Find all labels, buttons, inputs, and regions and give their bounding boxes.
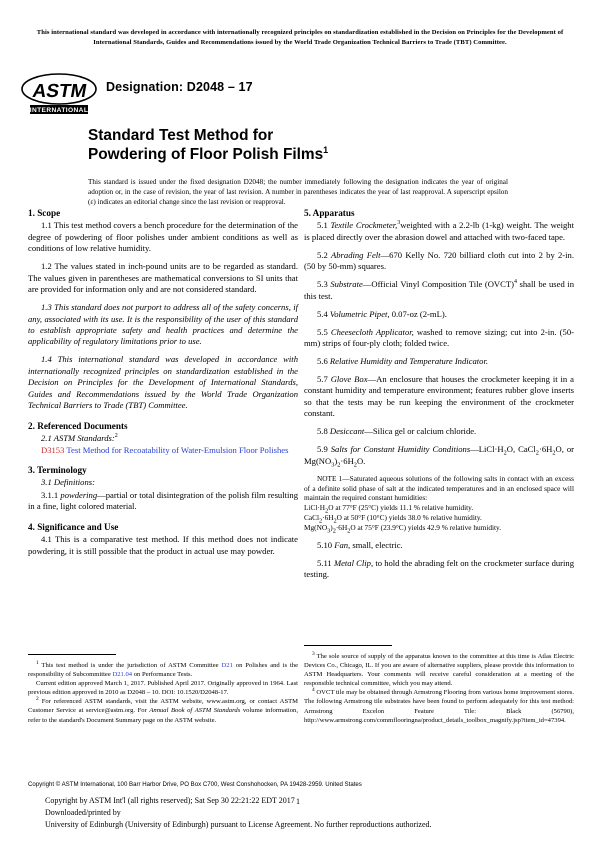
tbt-notice: This international standard was developed in accordance with internationally recognized principles on standardization established in the Decision on Principles for the Development of International Standards, Guides and Recommendations issued by the World Trade Organization Technical Barriers to Trade (TBT) Committee. xyxy=(36,29,564,46)
heading-terminology: 3. Terminology xyxy=(28,465,87,476)
note-1-line-3: $Mg(NO_3)_2\cdot 6H_2O$ at 75°F (23.9°C) yields 42.9 % relative humidity. xyxy=(304,523,502,535)
download-line-2: Downloaded/printed by xyxy=(45,808,121,818)
footnotes-right xyxy=(304,645,574,725)
para-5-9-number: 5.9 xyxy=(317,444,328,455)
para-3-1-1-definition: —partial or total disintegration of the polish film resulting in a fine, light colored material. xyxy=(28,489,298,512)
para-2-1-text: 2.1 ASTM Standards: xyxy=(41,433,115,444)
para-3-1 xyxy=(28,477,298,488)
note-1-body: —Saturated aqueous solutions of the following salts in contact with an excess of a definite solid phase of salt at the indicated temperatures and in an enclosed space will maintain the required constant humidities: xyxy=(304,473,574,503)
para-5-2 xyxy=(304,250,574,273)
page-number: 1 xyxy=(296,797,300,806)
para-5-3-footnote-marker: 4 xyxy=(513,279,517,286)
download-info xyxy=(45,795,432,832)
para-1-3 xyxy=(28,302,298,348)
para-5-3-tail: shall be used in this test. xyxy=(304,279,574,301)
para-1-1-text: 1.1 This test method covers a bench procedure for the determination of the degree of powdering of floor polishes under ambient conditions as well as conditions of low relative humidity. xyxy=(28,220,298,254)
svg-text:INTERNATIONAL: INTERNATIONAL xyxy=(29,107,89,115)
copyright-line: Copyright © ASTM International, 100 Barr Harbor Drive, PO Box C700, West Conshohocken, PA 19428-2959. United States xyxy=(28,781,362,788)
para-1-4 xyxy=(28,354,298,411)
download-line-3: University of Edinburgh (University of Edinburgh) pursuant to License Agreement. No further reproductions authorized. xyxy=(45,820,432,830)
subcommittee-d21-04-link[interactable]: D21.04 xyxy=(112,671,133,679)
para-1-1 xyxy=(28,220,298,254)
astm-logo-icon xyxy=(20,72,98,118)
footnote-3-text: The sole source of supply of the apparatus known to the committee at this time is Atlas Electric Devices Co., Chicago, IL. If you are aware of alternative suppliers, please provide this information to ASTM Headquarters. Your comments will receive careful consideration at a meeting of the responsible technical committee, which you may attend. xyxy=(304,653,575,688)
para-5-5-term: Cheesecloth Applicator, xyxy=(330,326,414,337)
para-5-10 xyxy=(304,540,574,551)
para-3-1-1 xyxy=(28,490,298,513)
para-5-8-term: Desiccant xyxy=(329,426,365,437)
footnote-2-part-1: For referenced ASTM standards, visit the ASTM website, www.astm.org, or contact ASTM Customer Service at service@astm.org. For xyxy=(28,698,299,715)
para-5-3-text: —Official Vinyl Composition Tile (OVCT) xyxy=(362,279,514,290)
reference-title-link[interactable]: Test Method for Recoatability of Water-Emulsion Floor Polishes xyxy=(66,444,289,455)
para-5-4-number: 5.4 xyxy=(317,308,328,319)
para-4-1-text: 4.1 This is a comparative test method. If this method does not indicate powdering, it is still possible that the product in actual use may powder. xyxy=(28,534,298,556)
note-1-line-1: $LiCl\cdot H_2O$ at 77°F (25°C) yields 11.1 % relative humidity. xyxy=(304,503,474,515)
note-1-line-2: $CaCl_2\cdot 6H_2O$ at 50°F (10°C) yields 38.0 % relative humidity. xyxy=(304,513,482,525)
note-1-humidity-list xyxy=(304,503,574,533)
para-5-7-text: —An enclosure that houses the crockmeter keeping it in a constant humidity and temperature environment; features rubber glove inserts so that the tests may be run keeping the environment of the crockmeter constant. xyxy=(304,373,574,419)
para-3-1-text: 3.1 Definitions: xyxy=(41,477,95,488)
para-1-4-text: 1.4 This international standard was developed in accordance with internationally recognized principles on standardization established in the Decision on Principles for the Development of International Standards, Guides and Recommendations issued by the World Trade Organization Technical Barriers to Trade (TBT) Committee. xyxy=(28,354,298,411)
para-5-6-number: 5.6 xyxy=(317,355,328,366)
footnote-1-part-2: on Polishes and is the responsibility of Subcommittee xyxy=(28,662,298,679)
para-5-3 xyxy=(304,279,574,302)
footnote-2-marker: 2 xyxy=(36,696,39,703)
para-2-1 xyxy=(28,433,298,444)
footnote-2-italic: Annual Book of ASTM Standards xyxy=(149,707,241,715)
reference-entry[interactable] xyxy=(28,445,298,456)
para-4-1 xyxy=(28,534,298,557)
reference-designation-link[interactable]: D3153 xyxy=(41,444,65,455)
footnote-4 xyxy=(304,688,574,724)
note-1 xyxy=(304,474,574,504)
para-5-2-term: Abrading Felt xyxy=(331,249,381,260)
para-2-1-footnote-marker: 2 xyxy=(114,433,118,440)
footnote-4-text: OVCT tile may be obtained through Armstrong Flooring from various home improvement stores. The following Armstrong tile substrates have been found to perform adequately for this test method: Armstrong Excelon Feature Tile: Black (56790), http://www.armstrong.com/commflooringna/product_details_toolbox_magnify.jsp?item_id=47394. xyxy=(304,689,574,724)
para-5-11-number: 5.11 xyxy=(317,558,332,568)
para-3-1-1-number: 3.1.1 xyxy=(41,489,59,500)
para-5-7-number: 5.7 xyxy=(317,373,328,384)
para-5-5-number: 5.5 xyxy=(317,326,328,337)
para-5-10-number: 5.10 xyxy=(317,540,333,551)
title-footnote-marker: 1 xyxy=(323,144,329,155)
committee-d21-link[interactable]: D21 xyxy=(221,662,233,669)
para-5-5 xyxy=(304,327,574,350)
para-5-3-number: 5.3 xyxy=(317,279,328,290)
issue-note: This standard is issued under the fixed designation D2048; the number immediately following the designation indicates the year of original adoption or, in the case of revision, the year of last revision. A number in parentheses indicates the year of last reapproval. A superscript epsilon (ε) indicates an editorial change since the last revision or reapproval. xyxy=(88,178,508,207)
title-line-2: Powdering of Floor Polish Films xyxy=(88,146,324,163)
para-1-2-text: 1.2 The values stated in inch-pound units are to be regarded as standard. The values given in parentheses are mathematical conversions to SI units that are provided for information only and are not considered standard. xyxy=(28,261,298,295)
para-5-10-text: small, electric. xyxy=(350,540,403,551)
para-5-11 xyxy=(304,558,574,581)
para-5-4 xyxy=(304,309,574,320)
para-5-8 xyxy=(304,426,574,437)
para-5-6-term: Relative Humidity and Temperature Indicator. xyxy=(329,355,488,366)
para-5-7-term: Glove Box xyxy=(330,373,368,384)
masthead xyxy=(20,72,580,118)
para-5-2-text: —670 Kelly No. 720 billiard cloth cut into 2 by 2-in. (50 by 50-mm) squares. xyxy=(304,249,574,272)
para-5-1-number: 5.1 xyxy=(317,220,328,231)
footnote-2-part-2: volume information, refer to the standard's Document Summary page on the ASTM website. xyxy=(28,707,298,724)
footnote-rule xyxy=(28,654,116,655)
footnote-1-part-3: on Performance Tests. xyxy=(132,671,193,679)
para-5-8-text: —Silica gel or calcium chloride. xyxy=(364,426,477,437)
para-5-6 xyxy=(304,356,574,367)
heading-scope: 1. Scope xyxy=(28,208,61,218)
left-column xyxy=(28,207,298,557)
para-3-1-1-term: powdering xyxy=(60,489,98,500)
heading-significance-and-use: 4. Significance and Use xyxy=(28,521,119,532)
para-5-1-text: weighted with a 2.2-lb (1-kg) weight. The weight is placed directly over the abrasion dowel and attached with two-faced tape. xyxy=(304,220,574,242)
note-1-label: NOTE 1 xyxy=(317,473,343,483)
para-5-10-term: Fan, xyxy=(334,540,351,551)
footnote-3 xyxy=(304,652,574,688)
footnote-1-edition: Current edition approved March 1, 2017. Published April 2017. Originally approved in 1964. Last previous edition approved in 2010 as D2048 – 10. DOI: 10.1520/D2048-17. xyxy=(28,680,298,697)
para-5-8-number: 5.8 xyxy=(317,426,328,437)
footnote-3-marker: 3 xyxy=(312,650,315,657)
title-line-1: Standard Test Method for xyxy=(88,127,274,144)
footnote-rule xyxy=(304,645,392,646)
para-5-1 xyxy=(304,220,574,243)
heading-referenced-documents: 2. Referenced Documents xyxy=(28,420,128,431)
para-5-5-text: washed to remove sizing; cut into 2-in. (50-mm) strips of four-ply cloth; folded twice. xyxy=(304,326,575,349)
para-5-1-footnote-marker: 3 xyxy=(397,220,401,227)
svg-text:ASTM: ASTM xyxy=(30,81,89,102)
para-5-1-term: Textile Crockmeter, xyxy=(330,220,398,231)
designation-label: Designation: D2048 – 17 xyxy=(106,80,253,94)
footnote-2 xyxy=(28,697,298,724)
right-column xyxy=(304,207,574,581)
para-5-4-text: 0.07-oz (2-mL). xyxy=(389,308,447,319)
heading-apparatus: 5. Apparatus xyxy=(304,208,355,218)
footnote-1-marker: 1 xyxy=(36,659,39,666)
para-5-7 xyxy=(304,374,574,420)
para-1-2 xyxy=(28,261,298,295)
para-5-11-text: to hold the abrading felt on the crockmeter surface during testing. xyxy=(304,558,575,580)
footnote-1-part-1: This test method is under the jurisdiction of ASTM Committee xyxy=(41,662,222,669)
footnotes-left xyxy=(28,654,298,725)
para-5-2-number: 5.2 xyxy=(317,249,328,260)
page-title xyxy=(88,126,518,164)
footnote-4-marker: 4 xyxy=(312,687,315,694)
para-5-3-term: Substrate xyxy=(330,279,363,290)
para-5-9 xyxy=(304,444,574,467)
footnote-1 xyxy=(28,661,298,679)
para-5-9-text: $—LiCl\cdot H_2O$, $CaCl_2\cdot 6H_2O$, or $Mg(NO_3)_2\cdot 6H_2O$. xyxy=(304,444,574,469)
para-1-3-text: 1.3 This standard does not purport to address all of the safety concerns, if any, associated with its use. It is the responsibility of the user of this standard to establish appropriate safety and health practices and determine the applicability of regulatory limitations prior to use. xyxy=(28,302,298,347)
title-block xyxy=(88,126,518,208)
para-5-9-term: Salts for Constant Humidity Conditions xyxy=(330,444,471,455)
para-5-4-term: Volumetric Pipet, xyxy=(329,308,390,319)
para-5-11-term: Metal Clip, xyxy=(333,558,374,568)
download-line-1: Copyright by ASTM Int'l (all rights reserved); Sat Sep 30 22:21:22 EDT 2017 xyxy=(45,796,295,805)
